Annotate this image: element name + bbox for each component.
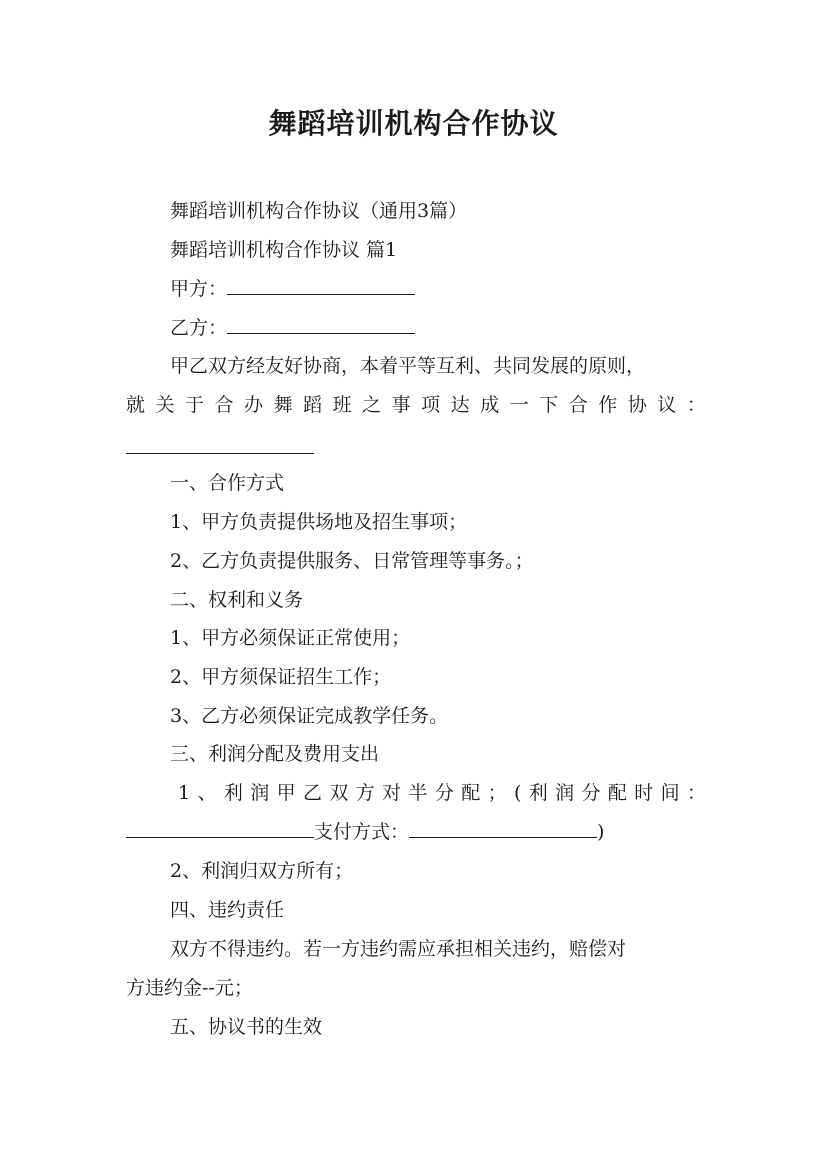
section-3-item-1-char: 分 bbox=[434, 782, 454, 804]
section-2-heading: 二、权利和义务 bbox=[170, 589, 304, 611]
section-2-item-1: 1、甲方必须保证正常使用； bbox=[170, 627, 411, 649]
party-b-label: 乙方： bbox=[170, 317, 228, 339]
section-3-item-1-char: 乙 bbox=[302, 782, 322, 804]
intro-line-2-char: 议 bbox=[657, 394, 677, 416]
document-title: 舞蹈培训机构合作协议 bbox=[268, 107, 559, 140]
intro-line-2-char: 班 bbox=[332, 394, 352, 416]
section-3-item-1-char: 利 bbox=[528, 782, 548, 804]
subtitle: 舞蹈培训机构合作协议（通用3篇） bbox=[170, 200, 468, 222]
part-heading: 舞蹈培训机构合作协议 篇1 bbox=[170, 239, 398, 261]
intro-line-2-char: 关 bbox=[155, 394, 175, 416]
section-3-item-1-continued bbox=[126, 819, 706, 845]
party-a-blank bbox=[227, 276, 415, 295]
intro-line-2-char: 一 bbox=[509, 394, 529, 416]
intro-line-2-char: 蹈 bbox=[303, 394, 323, 416]
section-3-item-1-char: 对 bbox=[382, 782, 402, 804]
party-a-line bbox=[170, 276, 706, 302]
section-3-item-1-char: 配 bbox=[607, 782, 627, 804]
section-3-item-1-char: 甲 bbox=[276, 782, 296, 804]
section-3-heading: 三、利润分配及费用支出 bbox=[170, 743, 380, 765]
intro-line-2-char: 事 bbox=[391, 394, 411, 416]
section-3-item-1-char: 方 bbox=[355, 782, 375, 804]
intro-line-2-char: ： bbox=[686, 394, 706, 416]
intro-blank bbox=[126, 453, 314, 454]
intro-line-2-char: 舞 bbox=[273, 394, 293, 416]
section-1-item-1: 1、甲方负责提供场地及招生事项； bbox=[170, 511, 468, 533]
section-3-item-1-char: ： bbox=[686, 782, 706, 804]
section-3-item-2: 2、利润归双方所有； bbox=[170, 860, 354, 882]
intro-line-1: 甲乙双方经友好协商，本着平等互利、共同发展的原则， bbox=[170, 355, 646, 377]
intro-line-2-char: 项 bbox=[421, 394, 441, 416]
section-2-item-2: 2、甲方须保证招生工作； bbox=[170, 666, 392, 688]
section-3-item-1-char: 间 bbox=[660, 782, 680, 804]
section-3-item-1-char: ( bbox=[513, 782, 522, 804]
intro-line-2-char: 下 bbox=[539, 394, 559, 416]
section-3-item-1-char: 1 bbox=[178, 782, 191, 804]
intro-line-2-char: 办 bbox=[244, 394, 264, 416]
party-b-line bbox=[170, 315, 706, 341]
intro-line-2-char: 合 bbox=[568, 394, 588, 416]
intro-line-2-char: 之 bbox=[362, 394, 382, 416]
section-3-item-1-char: ； bbox=[487, 782, 507, 804]
intro-line-2-char: 达 bbox=[450, 394, 470, 416]
section-1-item-2: 2、乙方负责提供服务、日常管理等事务。； bbox=[170, 550, 534, 572]
section-5-heading: 五、协议书的生效 bbox=[170, 1016, 323, 1038]
section-2-item-3: 3、乙方必须保证完成教学任务。 bbox=[170, 705, 449, 727]
section-1-heading: 一、合作方式 bbox=[170, 472, 285, 494]
section-3-item-1-char: 半 bbox=[408, 782, 428, 804]
intro-line-2-char: 协 bbox=[627, 394, 647, 416]
section-3-item-1-char: 双 bbox=[329, 782, 349, 804]
intro-line-2-char: 于 bbox=[185, 394, 205, 416]
section-3-item-1-char: 利 bbox=[223, 782, 243, 804]
intro-line-2-char: 成 bbox=[480, 394, 500, 416]
intro-line-2-char: 作 bbox=[598, 394, 618, 416]
section-3-item-1-char: 、 bbox=[197, 782, 217, 804]
intro-line-2-char: 就 bbox=[126, 394, 146, 416]
profit-time-blank bbox=[126, 819, 314, 838]
section-3-item-1-char: 润 bbox=[250, 782, 270, 804]
intro-line-2-char: 合 bbox=[214, 394, 234, 416]
section-3-item-1-char: 润 bbox=[555, 782, 575, 804]
section-4-text-line-1: 双方不得违约。若一方违约需应承担相关违约，赔偿对 bbox=[170, 938, 627, 960]
party-a-label: 甲方： bbox=[170, 278, 228, 300]
intro-line-2 bbox=[126, 392, 706, 418]
section-4-heading: 四、违约责任 bbox=[170, 899, 285, 921]
section-3-item-1 bbox=[178, 780, 706, 806]
section-3-item-1-char: 配 bbox=[461, 782, 481, 804]
payment-method-label: 支付方式： bbox=[314, 821, 410, 843]
section-3-item-1-char: 分 bbox=[581, 782, 601, 804]
section-3-item-1-char: 时 bbox=[634, 782, 654, 804]
payment-method-blank bbox=[409, 819, 597, 838]
closing-paren: ) bbox=[597, 821, 605, 843]
party-b-blank bbox=[227, 315, 415, 334]
section-4-text-line-2: 方违约金--元； bbox=[126, 977, 253, 999]
